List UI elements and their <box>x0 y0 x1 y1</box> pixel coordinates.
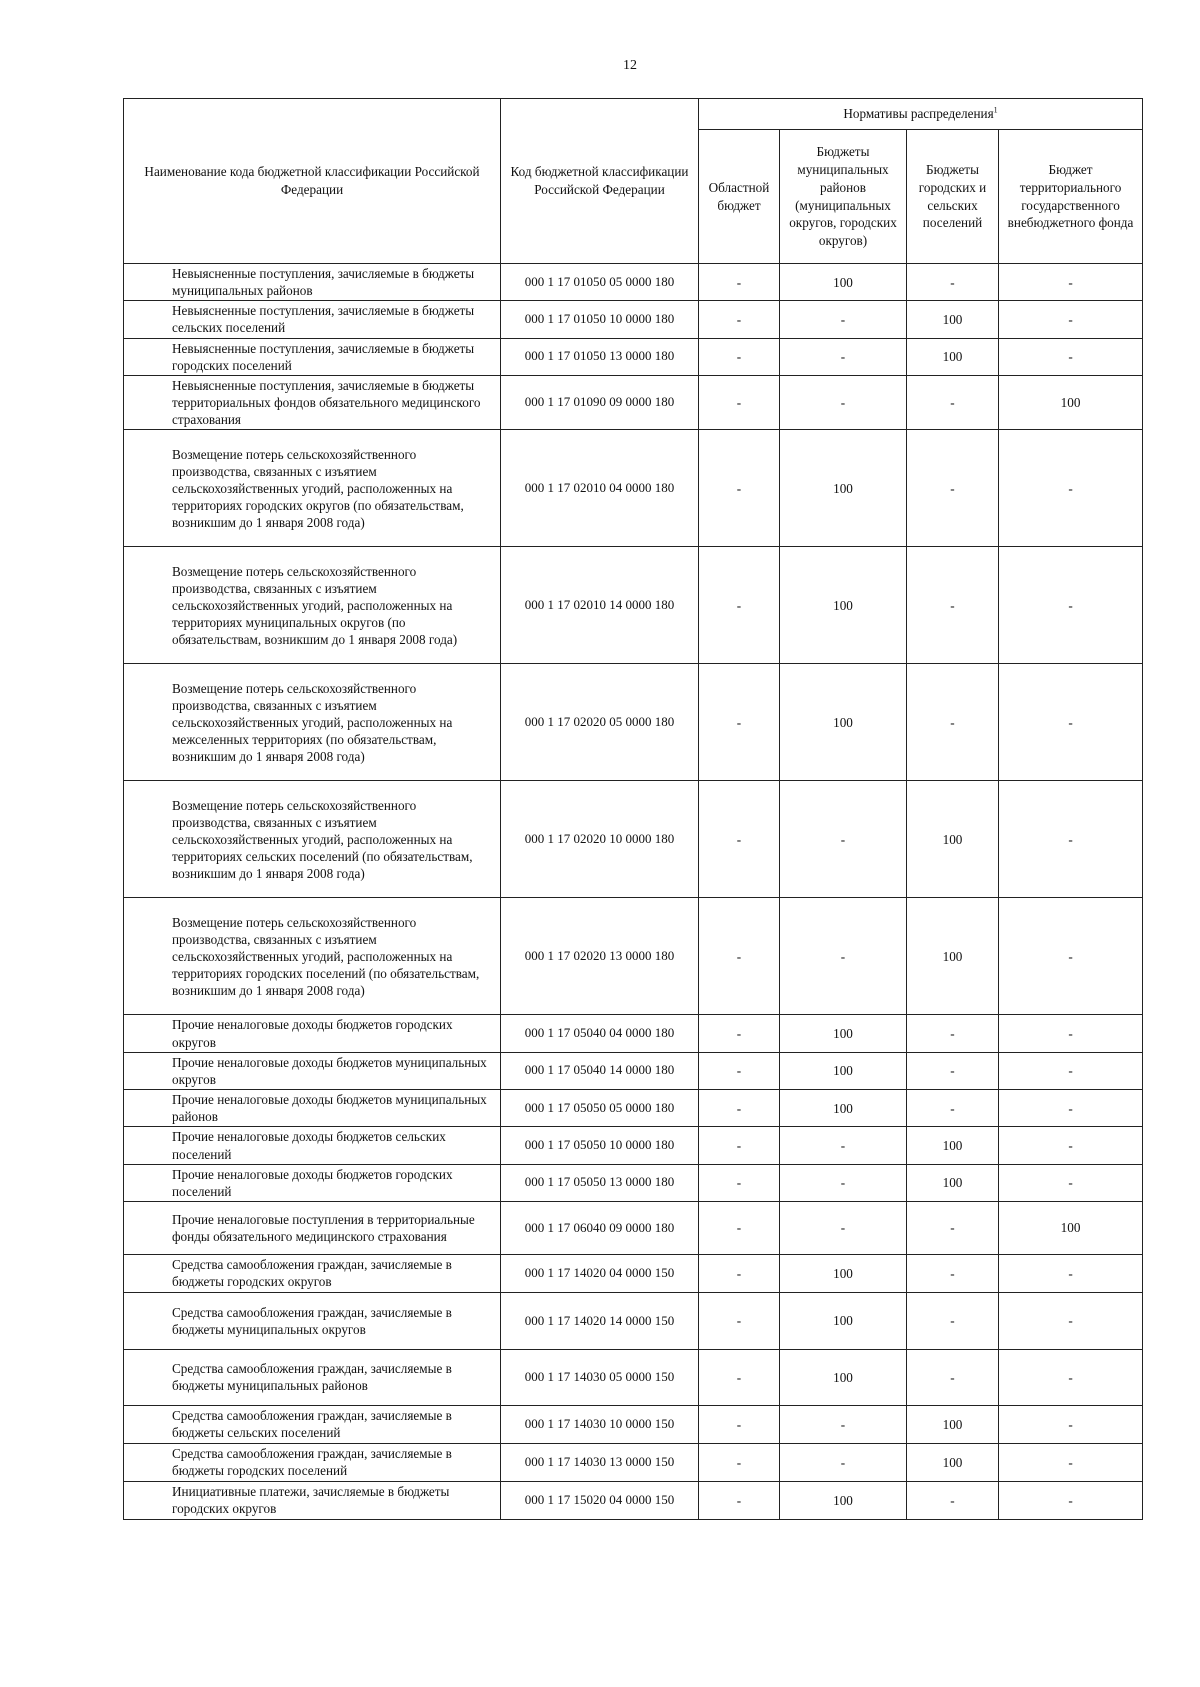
table-row <box>124 301 1143 338</box>
cell-name: Прочие неналоговые доходы бюджетов сельских поселений <box>124 1127 501 1164</box>
cell-settlements: - <box>907 264 999 301</box>
table-row <box>124 898 1143 1015</box>
cell-municipal: - <box>780 301 907 338</box>
cell-fund: - <box>999 1405 1143 1443</box>
cell-regional: - <box>699 430 780 547</box>
cell-fund: - <box>999 1349 1143 1405</box>
cell-code: 000 1 17 02010 04 0000 180 <box>501 430 699 547</box>
cell-name: Невыясненные поступления, зачисляемые в бюджеты муниципальных районов <box>124 264 501 301</box>
cell-regional: - <box>699 1201 780 1254</box>
cell-regional: - <box>699 1405 780 1443</box>
table-row <box>124 1164 1143 1201</box>
table-row <box>124 1349 1143 1405</box>
distribution-norms-table <box>123 98 1143 1520</box>
cell-regional: - <box>699 1292 780 1349</box>
cell-fund: - <box>999 301 1143 338</box>
cell-regional: - <box>699 1349 780 1405</box>
header-settlement-budgets: Бюджеты городских и сельских поселений <box>907 130 999 264</box>
table-row <box>124 1254 1143 1292</box>
cell-settlements: - <box>907 1090 999 1127</box>
cell-municipal: 100 <box>780 1349 907 1405</box>
cell-name: Средства самообложения граждан, зачисляемые в бюджеты городских округов <box>124 1254 501 1292</box>
cell-code: 000 1 17 14020 14 0000 150 <box>501 1292 699 1349</box>
cell-fund: - <box>999 1254 1143 1292</box>
cell-municipal: 100 <box>780 1015 907 1052</box>
table-row <box>124 664 1143 781</box>
cell-name: Невыясненные поступления, зачисляемые в бюджеты городских поселений <box>124 338 501 375</box>
table-row <box>124 1443 1143 1481</box>
cell-regional: - <box>699 1443 780 1481</box>
cell-regional: - <box>699 375 780 429</box>
cell-settlements: 100 <box>907 1164 999 1201</box>
cell-fund: - <box>999 1292 1143 1349</box>
cell-settlements: - <box>907 1201 999 1254</box>
cell-code: 000 1 17 01050 10 0000 180 <box>501 301 699 338</box>
cell-fund: - <box>999 1443 1143 1481</box>
cell-code: 000 1 17 06040 09 0000 180 <box>501 1201 699 1254</box>
cell-code: 000 1 17 14020 04 0000 150 <box>501 1254 699 1292</box>
cell-settlements: - <box>907 1349 999 1405</box>
cell-fund: - <box>999 898 1143 1015</box>
cell-regional: - <box>699 1164 780 1201</box>
header-regional-budget: Областной бюджет <box>699 130 780 264</box>
table-row <box>124 375 1143 429</box>
cell-municipal: 100 <box>780 547 907 664</box>
cell-settlements: 100 <box>907 1443 999 1481</box>
cell-municipal: - <box>780 338 907 375</box>
cell-code: 000 1 17 02020 13 0000 180 <box>501 898 699 1015</box>
cell-name: Прочие неналоговые доходы бюджетов городских округов <box>124 1015 501 1052</box>
cell-code: 000 1 17 05050 05 0000 180 <box>501 1090 699 1127</box>
cell-regional: - <box>699 301 780 338</box>
table-row <box>124 1201 1143 1254</box>
cell-municipal: - <box>780 1443 907 1481</box>
cell-fund: - <box>999 547 1143 664</box>
cell-name: Прочие неналоговые доходы бюджетов городских поселений <box>124 1164 501 1201</box>
cell-code: 000 1 17 05040 14 0000 180 <box>501 1052 699 1089</box>
cell-municipal: - <box>780 1127 907 1164</box>
cell-fund: - <box>999 1090 1143 1127</box>
cell-municipal: - <box>780 781 907 898</box>
cell-code: 000 1 17 14030 13 0000 150 <box>501 1443 699 1481</box>
cell-regional: - <box>699 1254 780 1292</box>
cell-fund: - <box>999 338 1143 375</box>
cell-settlements: - <box>907 1292 999 1349</box>
cell-municipal: 100 <box>780 1254 907 1292</box>
cell-name: Средства самообложения граждан, зачисляемые в бюджеты городских поселений <box>124 1443 501 1481</box>
table-row <box>124 1292 1143 1349</box>
cell-regional: - <box>699 264 780 301</box>
cell-fund: - <box>999 781 1143 898</box>
cell-settlements: 100 <box>907 1405 999 1443</box>
cell-fund: - <box>999 664 1143 781</box>
cell-fund: - <box>999 430 1143 547</box>
cell-fund: - <box>999 1164 1143 1201</box>
cell-settlements: - <box>907 430 999 547</box>
cell-code: 000 1 17 01050 05 0000 180 <box>501 264 699 301</box>
page-number: 12 <box>623 58 637 73</box>
cell-name: Возмещение потерь сельскохозяйственного производства, связанных с изъятием сельскохозяйственных угодий, расположенных на территориях сельских поселений (по обязательствам, возникшим до 1 января 2008 года) <box>124 781 501 898</box>
cell-municipal: 100 <box>780 1052 907 1089</box>
cell-name: Возмещение потерь сельскохозяйственного производства, связанных с изъятием сельскохозяйственных угодий, расположенных на территориях муниципальных округов (по обязательствам, возникшим до 1 января 2008 года) <box>124 547 501 664</box>
cell-code: 000 1 17 01050 13 0000 180 <box>501 338 699 375</box>
header-distribution-norms <box>699 99 1143 130</box>
cell-fund: - <box>999 264 1143 301</box>
cell-name: Средства самообложения граждан, зачисляемые в бюджеты муниципальных округов <box>124 1292 501 1349</box>
cell-code: 000 1 17 15020 04 0000 150 <box>501 1481 699 1519</box>
table-row <box>124 264 1143 301</box>
cell-municipal: - <box>780 1164 907 1201</box>
cell-code: 000 1 17 01090 09 0000 180 <box>501 375 699 429</box>
cell-name: Средства самообложения граждан, зачисляемые в бюджеты сельских поселений <box>124 1405 501 1443</box>
header-distribution-norms-label: Нормативы распределения <box>843 106 994 122</box>
cell-fund: - <box>999 1052 1143 1089</box>
cell-settlements: - <box>907 1015 999 1052</box>
cell-municipal: 100 <box>780 1481 907 1519</box>
cell-code: 000 1 17 14030 05 0000 150 <box>501 1349 699 1405</box>
cell-code: 000 1 17 05040 04 0000 180 <box>501 1015 699 1052</box>
cell-municipal: 100 <box>780 664 907 781</box>
cell-name: Невыясненные поступления, зачисляемые в бюджеты сельских поселений <box>124 301 501 338</box>
table-body <box>124 264 1143 1520</box>
cell-regional: - <box>699 1052 780 1089</box>
cell-name: Невыясненные поступления, зачисляемые в бюджеты территориальных фондов обязательного медицинского страхования <box>124 375 501 429</box>
table-row <box>124 1090 1143 1127</box>
cell-regional: - <box>699 898 780 1015</box>
footnote-marker: 1 <box>993 105 998 115</box>
table-row <box>124 1015 1143 1052</box>
cell-regional: - <box>699 338 780 375</box>
cell-name: Возмещение потерь сельскохозяйственного производства, связанных с изъятием сельскохозяйственных угодий, расположенных на территориях городских округов (по обязательствам, возникшим до 1 января 2008 года) <box>124 430 501 547</box>
cell-code: 000 1 17 05050 13 0000 180 <box>501 1164 699 1201</box>
cell-code: 000 1 17 02020 05 0000 180 <box>501 664 699 781</box>
cell-settlements: 100 <box>907 898 999 1015</box>
cell-regional: - <box>699 1481 780 1519</box>
cell-settlements: - <box>907 375 999 429</box>
cell-settlements: - <box>907 547 999 664</box>
cell-regional: - <box>699 781 780 898</box>
cell-fund: 100 <box>999 1201 1143 1254</box>
cell-municipal: - <box>780 1405 907 1443</box>
cell-name: Средства самообложения граждан, зачисляемые в бюджеты муниципальных районов <box>124 1349 501 1405</box>
cell-code: 000 1 17 14030 10 0000 150 <box>501 1405 699 1443</box>
cell-settlements: - <box>907 1481 999 1519</box>
cell-municipal: 100 <box>780 264 907 301</box>
cell-settlements: 100 <box>907 338 999 375</box>
cell-code: 000 1 17 02010 14 0000 180 <box>501 547 699 664</box>
cell-regional: - <box>699 547 780 664</box>
cell-name: Прочие неналоговые поступления в территориальные фонды обязательного медицинского страхования <box>124 1201 501 1254</box>
cell-fund: - <box>999 1127 1143 1164</box>
cell-municipal: - <box>780 1201 907 1254</box>
table-row <box>124 547 1143 664</box>
cell-name: Возмещение потерь сельскохозяйственного производства, связанных с изъятием сельскохозяйственных угодий, расположенных на межселенных территориях (по обязательствам, возникшим до 1 января 2008 года) <box>124 664 501 781</box>
cell-settlements: 100 <box>907 301 999 338</box>
cell-settlements: 100 <box>907 1127 999 1164</box>
cell-municipal: 100 <box>780 1090 907 1127</box>
header-municipal-budgets: Бюджеты муниципальных районов (муниципальных округов, городских округов) <box>780 130 907 264</box>
cell-settlements: - <box>907 664 999 781</box>
cell-regional: - <box>699 1015 780 1052</box>
header-name: Наименование кода бюджетной классификации Российской Федерации <box>124 99 501 264</box>
cell-name: Прочие неналоговые доходы бюджетов муниципальных районов <box>124 1090 501 1127</box>
cell-name: Инициативные платежи, зачисляемые в бюджеты городских округов <box>124 1481 501 1519</box>
cell-code: 000 1 17 02020 10 0000 180 <box>501 781 699 898</box>
header-code: Код бюджетной классификации Российской Федерации <box>501 99 699 264</box>
cell-municipal: 100 <box>780 1292 907 1349</box>
table-row <box>124 1127 1143 1164</box>
table-row <box>124 1052 1143 1089</box>
table-row <box>124 1481 1143 1519</box>
cell-name: Возмещение потерь сельскохозяйственного производства, связанных с изъятием сельскохозяйственных угодий, расположенных на территориях городских поселений (по обязательствам, возникшим до 1 января 2008 года) <box>124 898 501 1015</box>
cell-municipal: 100 <box>780 430 907 547</box>
cell-regional: - <box>699 1090 780 1127</box>
cell-settlements: - <box>907 1052 999 1089</box>
cell-regional: - <box>699 1127 780 1164</box>
header-fund-budget: Бюджет территориального государственного внебюджетного фонда <box>999 130 1143 264</box>
cell-municipal: - <box>780 375 907 429</box>
cell-code: 000 1 17 05050 10 0000 180 <box>501 1127 699 1164</box>
cell-fund: - <box>999 1481 1143 1519</box>
table-row <box>124 430 1143 547</box>
cell-fund: - <box>999 1015 1143 1052</box>
cell-settlements: - <box>907 1254 999 1292</box>
table-row <box>124 781 1143 898</box>
cell-name: Прочие неналоговые доходы бюджетов муниципальных округов <box>124 1052 501 1089</box>
cell-regional: - <box>699 664 780 781</box>
cell-fund: 100 <box>999 375 1143 429</box>
table-row <box>124 1405 1143 1443</box>
table-row <box>124 338 1143 375</box>
cell-settlements: 100 <box>907 781 999 898</box>
cell-municipal: - <box>780 898 907 1015</box>
